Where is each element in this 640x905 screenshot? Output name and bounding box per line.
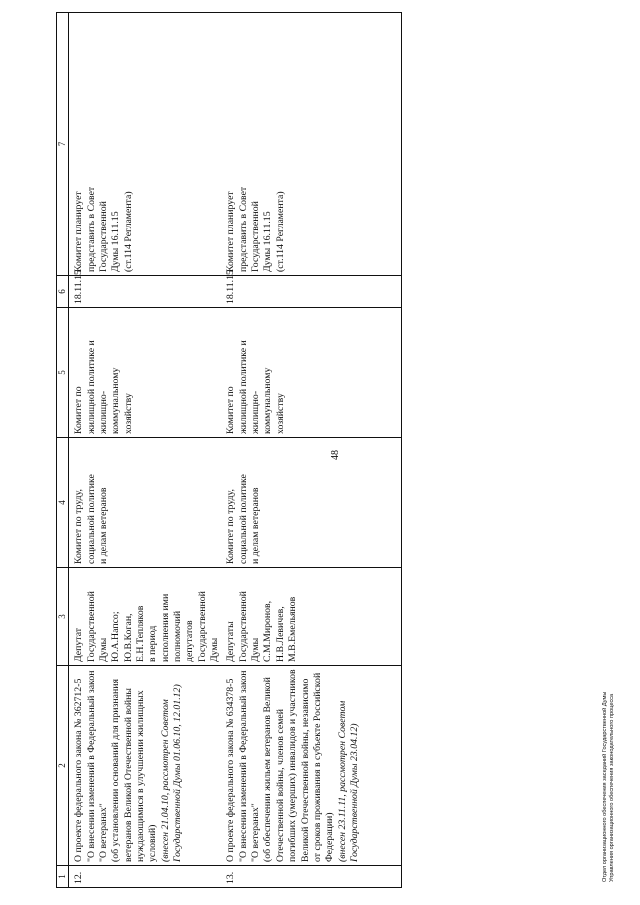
plan-line: (ст.114 Регламента) (274, 191, 286, 272)
plan-line: Государственной (250, 201, 262, 272)
plan-line: представить в Совет (85, 186, 97, 272)
initiator-line: Думы (209, 637, 221, 662)
plan-line: представить в Совет (237, 186, 249, 272)
initiator (69, 568, 224, 666)
bill-description (69, 666, 224, 866)
date-cell: 18.11.15 (69, 276, 224, 308)
committee-col4 (223, 438, 401, 568)
table-row (69, 13, 224, 888)
header-cell: 6 (57, 276, 69, 308)
bill-line: (об обеспечении жильем ветеранов Великой (262, 677, 274, 862)
initiator-line: Ю.В.Коган, (122, 613, 134, 662)
initiator-line: Е.Н.Тепляков (135, 605, 147, 662)
bill-line: Федерации) (324, 812, 336, 862)
bill-status: (внесен 21.04.10, рассмотрен Советом (159, 699, 171, 862)
initiator-line: полномочий (172, 610, 184, 662)
initiator-line: Думы (98, 637, 110, 662)
bill-line: ветеранов Великой Отечественной войны (122, 687, 134, 862)
committee-line: Комитет по (73, 386, 85, 434)
committee-line: коммунальному (110, 367, 122, 434)
committee-line: жилищно- (250, 390, 262, 434)
plan-line: (ст.114 Регламента) (122, 191, 134, 272)
bill-title: О проекте федерального закона № 362712-5 (73, 678, 85, 862)
bills-table (56, 12, 402, 888)
plan-line: Государственной (98, 201, 110, 272)
committee-line: и делам ветеранов (98, 487, 110, 564)
header-cell: 1 (57, 866, 69, 888)
initiator-line: Ю.А.Напсо; (110, 611, 122, 662)
initiator-line: Государственной (85, 591, 97, 662)
committee-line: жилищной политике и (85, 340, 97, 434)
header-cell: 7 (57, 13, 69, 276)
committee-line: Комитет по труду, (225, 489, 237, 564)
bill-line: Великой Отечественной войны, независимо (299, 678, 311, 862)
bill-line: "О ветеранах" (250, 803, 262, 862)
plan-line: Комитет планирует (73, 191, 85, 272)
bill-line: Отечественной войны, членов семей (274, 708, 286, 862)
header-cell: 3 (57, 568, 69, 666)
committee-line: жилищной политике и (237, 340, 249, 434)
plan-line: Думы 16.11.15 (110, 211, 122, 272)
initiator-line: Н.В.Левичев, (274, 606, 286, 662)
initiator-line: Думы (250, 637, 262, 662)
plan-cell (69, 13, 224, 276)
initiator-line: Депутаты (225, 621, 237, 662)
plan-line: Думы 16.11.15 (262, 211, 274, 272)
plan-line: Комитет планирует (225, 191, 237, 272)
initiator-line: Государственной (237, 591, 249, 662)
bill-status: Государственной Думы 23.04.12) (348, 723, 360, 862)
committee-line: коммунальному (262, 367, 274, 434)
footer-line: Управления организационного обеспечения законодательного процесса (609, 693, 616, 882)
initiator-line: М.В.Емельянов (287, 596, 299, 662)
initiator-line: в период (147, 625, 159, 662)
bill-line: "О ветеранах" (98, 803, 110, 862)
date-cell: 18.11.15 (223, 276, 401, 308)
rotated-sheet (56, 13, 416, 888)
bill-line: условий) (147, 824, 159, 862)
footer-line: Отдел организационного обеспечения заседаний Государственной Думы (602, 691, 608, 882)
bill-status: (внесен 23.11.11, рассмотрен Советом (336, 700, 348, 862)
plan-cell (223, 13, 401, 276)
committee-line: социальной политике (237, 474, 249, 564)
committee-col4 (69, 438, 224, 568)
committee-line: Комитет по труду, (73, 489, 85, 564)
committee-line: жилищно- (98, 390, 110, 434)
bill-line: "О внесении изменений в Федеральный закон (237, 670, 249, 862)
header-cell: 2 (57, 666, 69, 866)
page-number: 48 (330, 450, 341, 460)
initiator (223, 568, 401, 666)
bill-description (223, 666, 401, 866)
initiator-line: Государственной (196, 591, 208, 662)
bill-line: "О внесении изменений в Федеральный закон (85, 670, 97, 862)
initiator-line: исполнения ими (159, 593, 171, 662)
header-row (57, 13, 69, 888)
committee-line: и делам ветеранов (250, 487, 262, 564)
committee-col5 (69, 308, 224, 438)
committee-line: хозяйству (274, 393, 286, 434)
committee-line: Комитет по (225, 386, 237, 434)
committee-line: хозяйству (122, 393, 134, 434)
initiator-line: депутатов (184, 620, 196, 662)
table-row (223, 13, 401, 888)
header-cell: 4 (57, 438, 69, 568)
row-number: 13. (223, 866, 401, 888)
bill-line: нуждающимися в улучшении жилищных (135, 690, 147, 862)
bill-line: погибших (умерших) инвалидов и участников (287, 669, 299, 862)
committee-line: социальной политике (85, 474, 97, 564)
initiator-line: С.М.Миронов, (262, 600, 274, 662)
committee-col5 (223, 308, 401, 438)
bill-status: Государственной Думы 01.06.10, 12.01.12) (172, 684, 184, 862)
bill-title: О проекте федерального закона № 634378-5 (225, 678, 237, 862)
row-number: 12. (69, 866, 224, 888)
footer-note (602, 562, 617, 882)
initiator-line: Депутат (73, 627, 85, 662)
header-cell: 5 (57, 308, 69, 438)
bill-line: от сроков проживания в субъекте Российской (311, 672, 323, 862)
bill-line: (об установлении оснований для признания (110, 679, 122, 862)
